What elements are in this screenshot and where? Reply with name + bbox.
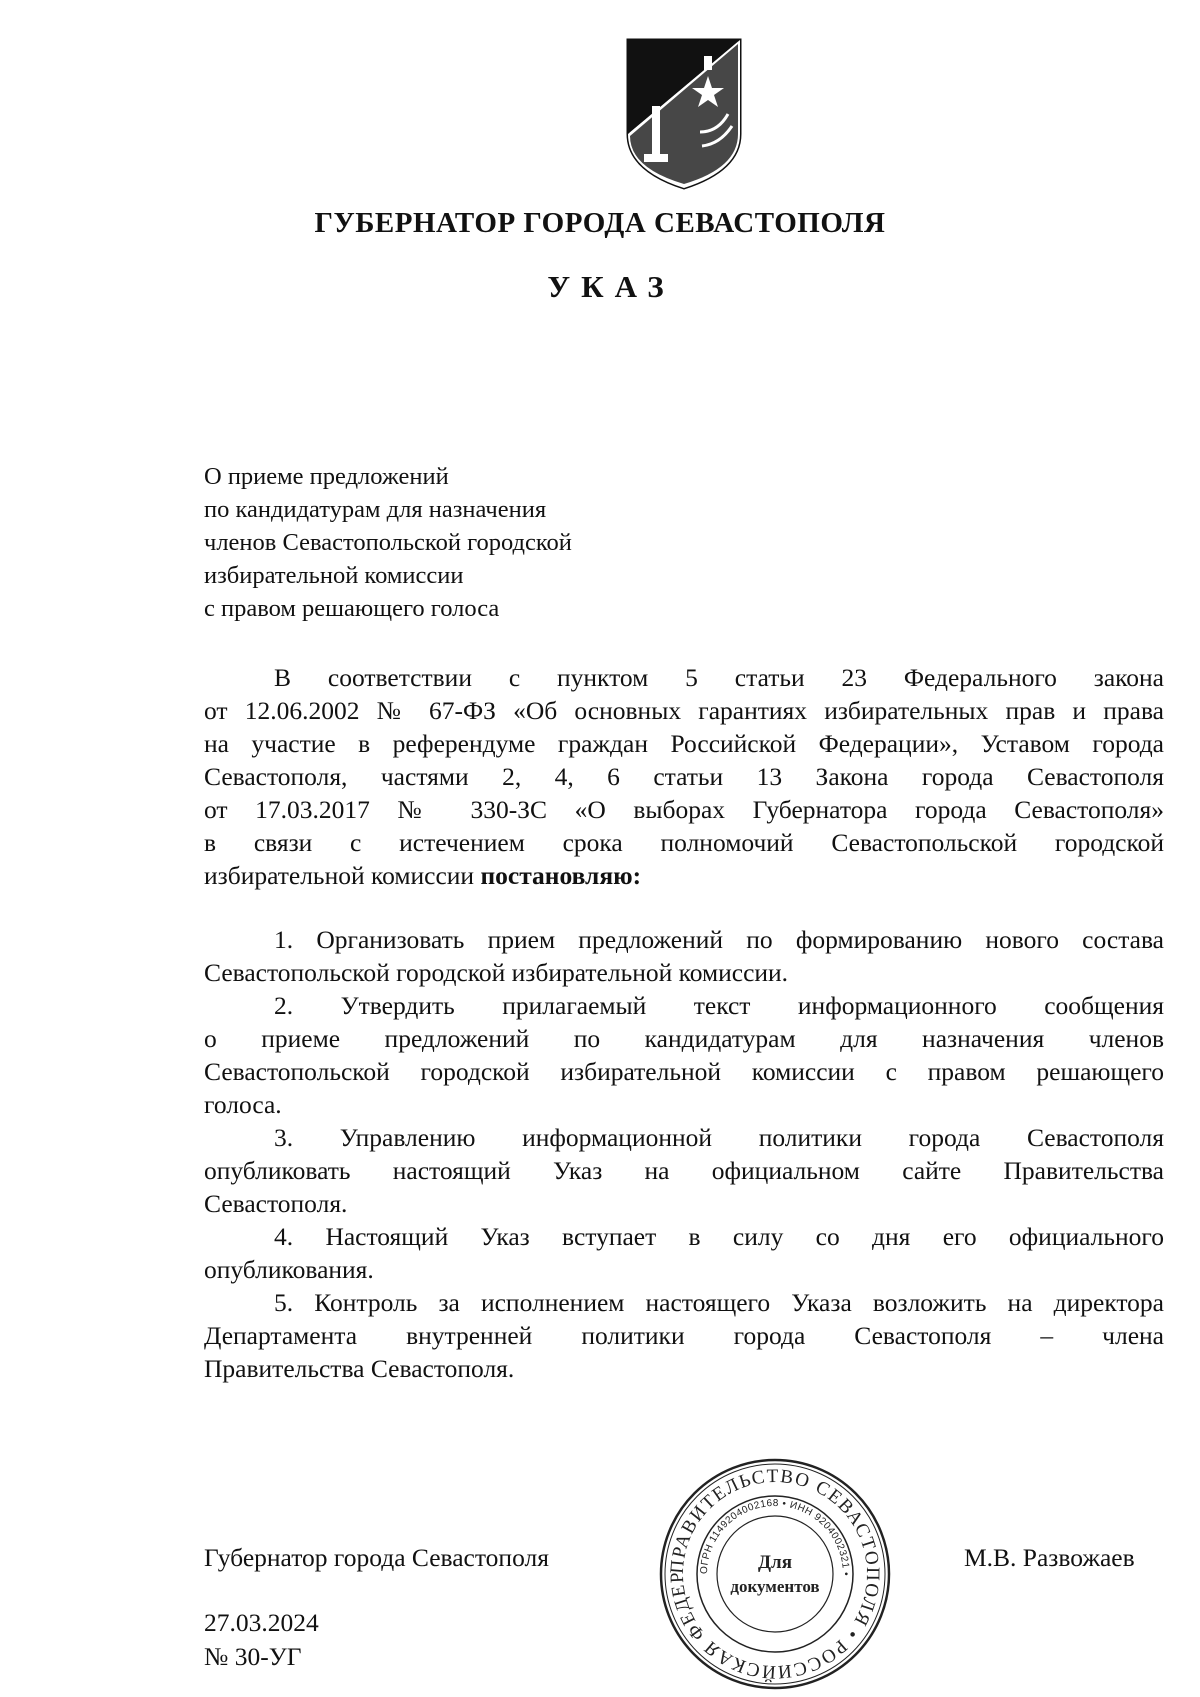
item-3: [204, 1121, 1164, 1220]
signature-title: Губернатор города Севастополя: [204, 1543, 549, 1572]
item-2: [204, 989, 1164, 1121]
subject-line: с правом решающего голоса: [204, 595, 500, 622]
preamble-line: от 17.03.2017 № 330-ЗС «О выборах Губернатора города Севастополя»: [204, 795, 1164, 824]
document-number: № 30-УГ: [204, 1642, 302, 1671]
stamp-center-line1: Для: [757, 1552, 793, 1573]
item-line: опубликования.: [204, 1255, 374, 1284]
document-type: УКАЗ: [547, 269, 675, 304]
item-line: 3. Управлению информационной политики города Севастополя: [274, 1123, 1164, 1152]
preamble-last-text: избирательной комиссии: [204, 861, 475, 890]
item-4: [204, 1220, 1164, 1286]
item-line: Севастополя.: [204, 1189, 348, 1218]
authority-title: ГУБЕРНАТОР ГОРОДА СЕВАСТОПОЛЯ: [314, 207, 886, 239]
item-line: Департамента внутренней политики города Севастополя – члена: [204, 1321, 1164, 1350]
stamp-center-line2: документов: [730, 1577, 820, 1596]
item-line: 4. Настоящий Указ вступает в силу со дня его официального: [274, 1222, 1164, 1251]
subject-line: О приеме предложений: [204, 463, 449, 490]
item-1: [204, 923, 1164, 989]
item-line: опубликовать настоящий Указ на официальном сайте Правительства: [204, 1156, 1164, 1185]
official-stamp: [657, 1456, 893, 1692]
subject-block: [204, 460, 572, 625]
preamble-line: от 12.06.2002 № 67-ФЗ «Об основных гарантиях избирательных прав и права: [204, 696, 1164, 725]
item-line: о приеме предложений по кандидатурам для назначения членов: [204, 1024, 1164, 1053]
signature-name: М.В. Развожаев: [964, 1543, 1135, 1572]
coat-of-arms: [622, 36, 746, 192]
item-line: голоса.: [204, 1090, 282, 1119]
item-line: 1. Организовать прием предложений по формированию нового состава: [274, 925, 1164, 954]
item-line: Севастопольской городской избирательной комиссии.: [204, 958, 789, 987]
preamble-line: в связи с истечением срока полномочий Севастопольской городской: [204, 828, 1164, 857]
decree-items: [204, 923, 1164, 1385]
item-5: [204, 1286, 1164, 1385]
item-line: Севастопольской городской избирательной комиссии с правом решающего: [204, 1057, 1164, 1086]
decree-word: постановляю:: [480, 861, 642, 890]
preamble-line: на участие в референдуме граждан Российской Федерации», Уставом города: [204, 729, 1164, 758]
preamble-line: Севастополя, частями 2, 4, 6 статьи 13 Закона города Севастополя: [204, 762, 1164, 791]
subject-line: избирательной комиссии: [204, 562, 464, 589]
item-line: Правительства Севастополя.: [204, 1354, 515, 1383]
subject-line: членов Севастопольской городской: [204, 529, 572, 556]
preamble: [204, 661, 1164, 892]
stamp-inner-text: ОГРН 1149204002168 • ИНН 9204002321 •: [698, 1497, 852, 1577]
document-footer: [204, 1606, 319, 1674]
document-date: 27.03.2024: [204, 1608, 319, 1637]
subject-line: по кандидатурам для назначения: [204, 496, 547, 523]
preamble-line: В соответствии с пунктом 5 статьи 23 Федерального закона: [274, 663, 1164, 692]
stamp-outer-text: ПРАВИТЕЛЬСТВО СЕВАСТОПОЛЯ • РОССИЙСКАЯ ФЕДЕР: [666, 1465, 884, 1683]
item-line: 2. Утвердить прилагаемый текст информационного сообщения: [274, 991, 1164, 1020]
item-line: 5. Контроль за исполнением настоящего Указа возложить на директора: [274, 1288, 1164, 1317]
preamble-line: [204, 859, 1164, 892]
